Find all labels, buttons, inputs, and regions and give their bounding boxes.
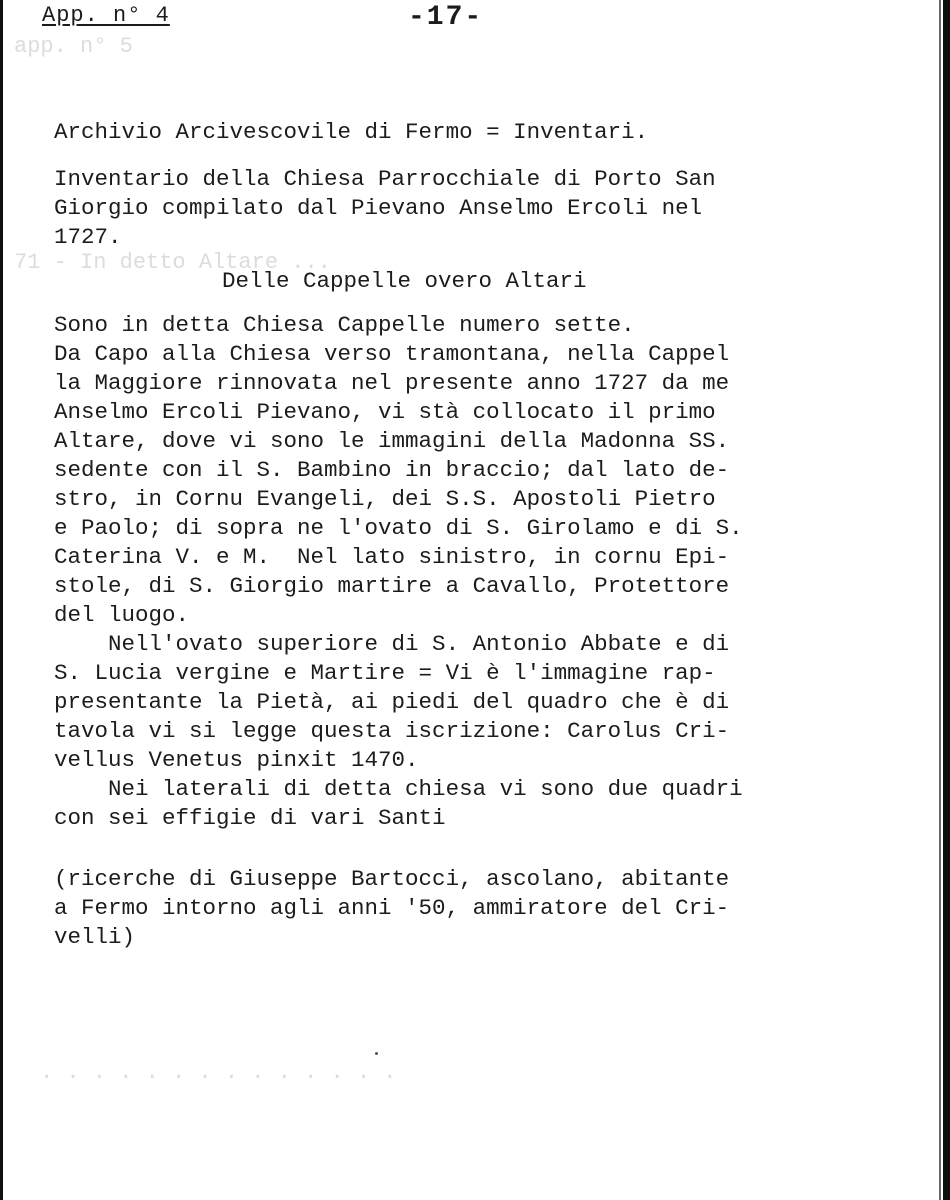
body-line: S. Lucia vergine e Martire = Vi è l'immagine rap- bbox=[54, 660, 716, 686]
body-line: Nell'ovato superiore di S. Antonio Abbate e di bbox=[54, 631, 730, 657]
body-line: Altare, dove vi sono le immagini della Madonna SS. bbox=[54, 428, 730, 454]
body-line: Sono in detta Chiesa Cappelle numero sette. bbox=[54, 312, 635, 338]
page-number: -17- bbox=[408, 2, 484, 33]
body-line: Caterina V. e M. Nel lato sinistro, in cornu Epi- bbox=[54, 544, 730, 570]
inventory-title-line: Giorgio compilato dal Pievano Anselmo Ercoli nel bbox=[54, 195, 703, 221]
note-line: a Fermo intorno agli anni '50, ammiratore del Cri- bbox=[54, 895, 730, 921]
body-line: con sei effigie di vari Santi bbox=[54, 805, 446, 831]
body-line: stole, di S. Giorgio martire a Cavallo, Protettore bbox=[54, 573, 730, 599]
section-heading: Delle Cappelle overo Altari bbox=[222, 268, 587, 294]
inventory-title-line: Inventario della Chiesa Parrocchiale di Porto San bbox=[54, 166, 716, 192]
body-line: e Paolo; di sopra ne l'ovato di S. Girolamo e di S. bbox=[54, 515, 743, 541]
body-line: la Maggiore rinnovata nel presente anno 1727 da me bbox=[54, 370, 730, 396]
note-line: velli) bbox=[54, 924, 136, 950]
stray-mark bbox=[375, 1052, 378, 1055]
body-line: del luogo. bbox=[54, 602, 190, 628]
body-line: Da Capo alla Chiesa verso tramontana, nella Cappel bbox=[54, 341, 730, 367]
body-line: Anselmo Ercoli Pievano, vi stà collocato il primo bbox=[54, 399, 716, 425]
archive-line: Archivio Arcivescovile di Fermo = Inventari. bbox=[54, 119, 649, 145]
body-line: vellus Venetus pinxit 1470. bbox=[54, 747, 419, 773]
show-through-mark: 71 - In detto Altare ... bbox=[14, 250, 331, 275]
scan-right-edge-shadow bbox=[939, 0, 941, 1200]
show-through-mark: . . . . . . . . . . . . . . bbox=[40, 1060, 397, 1085]
show-through-mark: app. n° 5 bbox=[14, 34, 133, 59]
body-line: tavola vi si legge questa iscrizione: Carolus Cri- bbox=[54, 718, 730, 744]
body-line: sedente con il S. Bambino in braccio; dal lato de- bbox=[54, 457, 730, 483]
note-line: (ricerche di Giuseppe Bartocci, ascolano, abitante bbox=[54, 866, 730, 892]
body-line: Nei laterali di detta chiesa vi sono due quadri bbox=[54, 776, 743, 802]
scan-right-edge bbox=[943, 0, 950, 1200]
inventory-title-line: 1727. bbox=[54, 224, 122, 250]
scan-left-edge bbox=[0, 0, 3, 1200]
body-line: presentante la Pietà, ai piedi del quadro che è di bbox=[54, 689, 730, 715]
body-line: stro, in Cornu Evangeli, dei S.S. Apostoli Pietro bbox=[54, 486, 716, 512]
appendix-reference: App. n° 4 bbox=[42, 3, 170, 28]
